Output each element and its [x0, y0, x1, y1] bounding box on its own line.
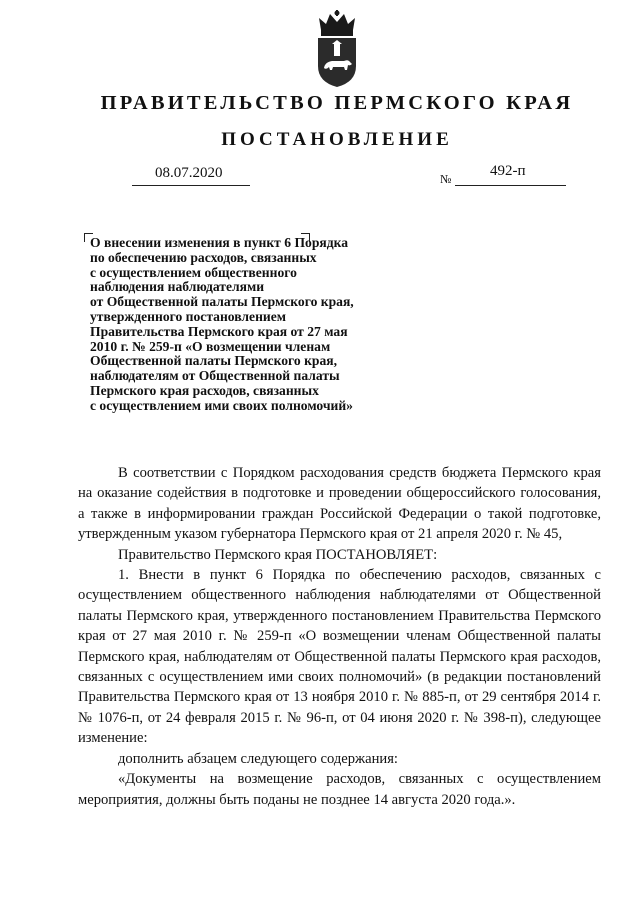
date-underline	[132, 185, 250, 186]
subject-line: Правительства Пермского края от 27 мая	[90, 323, 348, 339]
subject-line: Общественной палаты Пермского края,	[90, 353, 338, 369]
subject-line: с осуществлением общественного	[90, 264, 297, 280]
subject-line: О внесении изменения в пункт 6 Порядка	[90, 235, 349, 250]
subject-line: с осуществлением ими своих полномочий»	[90, 397, 353, 413]
subject-line: 2010 г. № 259-п «О возмещении членам	[90, 338, 331, 354]
document-number: 492-п	[490, 163, 526, 179]
subject-line: наблюдения наблюдателями	[90, 279, 265, 295]
subject-line: Пермского края расходов, связанных	[90, 382, 319, 398]
subject-line: наблюдателям от Общественной палаты	[90, 368, 340, 384]
subject-line: по обеспечению расходов, связанных	[90, 249, 317, 265]
document-type: ПОСТАНОВЛЕНИЕ	[221, 129, 453, 150]
subject-line: утвержденного постановлением	[90, 308, 287, 324]
document-subject	[90, 236, 410, 414]
preamble-paragraph: В соответствии с Порядком расходования средств бюджета Пермского края на оказание содействия в подготовке и проведении общероссийского голосования, а также в информировании граждан Российской Федерации о такой подготовке, утвержденным указом губернатора Пермского края от 21 апреля 2020 г. № 45,	[78, 465, 601, 543]
government-title: ПРАВИТЕЛЬСТВО ПЕРМСКОГО КРАЯ	[100, 92, 574, 114]
number-label: №	[440, 172, 452, 186]
perm-krai-coat-of-arms-icon	[306, 10, 368, 88]
subject-line: от Общественной палаты Пермского края,	[90, 294, 354, 310]
amendment-text-paragraph: «Документы на возмещение расходов, связанных с осуществлением мероприятия, должны быть поданы не позднее 14 августа 2020 года.».	[78, 771, 601, 808]
item-1-paragraph: 1. Внести в пункт 6 Порядка по обеспечению расходов, связанных с осуществлением общественного наблюдения наблюдателями от Общественной палаты Пермского края, утвержденного постановлением Правительства Пермского края от 27 мая 2010 г. № 259-п «О возмещении членам Общественной палаты Пермского края, наблюдателям от Общественной палаты Пермского края расходов, связанных с осуществлением ими своих полномочий» (в редакции постановлений Правительства Пермского края от 13 ноября 2010 г. № 885-п, от 29 сентября 2014 г. № 1076-п, от 24 февраля 2015 г. № 96-п, от 04 июня 2020 г. № 398-п), следующее изменение:	[78, 567, 601, 747]
document-date: 08.07.2020	[155, 165, 223, 181]
resolution-paragraph: Правительство Пермского края ПОСТАНОВЛЯЕТ:	[118, 546, 438, 563]
amendment-intro-paragraph: дополнить абзацем следующего содержания:	[118, 750, 398, 767]
number-underline	[455, 185, 566, 186]
document-body	[78, 463, 601, 810]
